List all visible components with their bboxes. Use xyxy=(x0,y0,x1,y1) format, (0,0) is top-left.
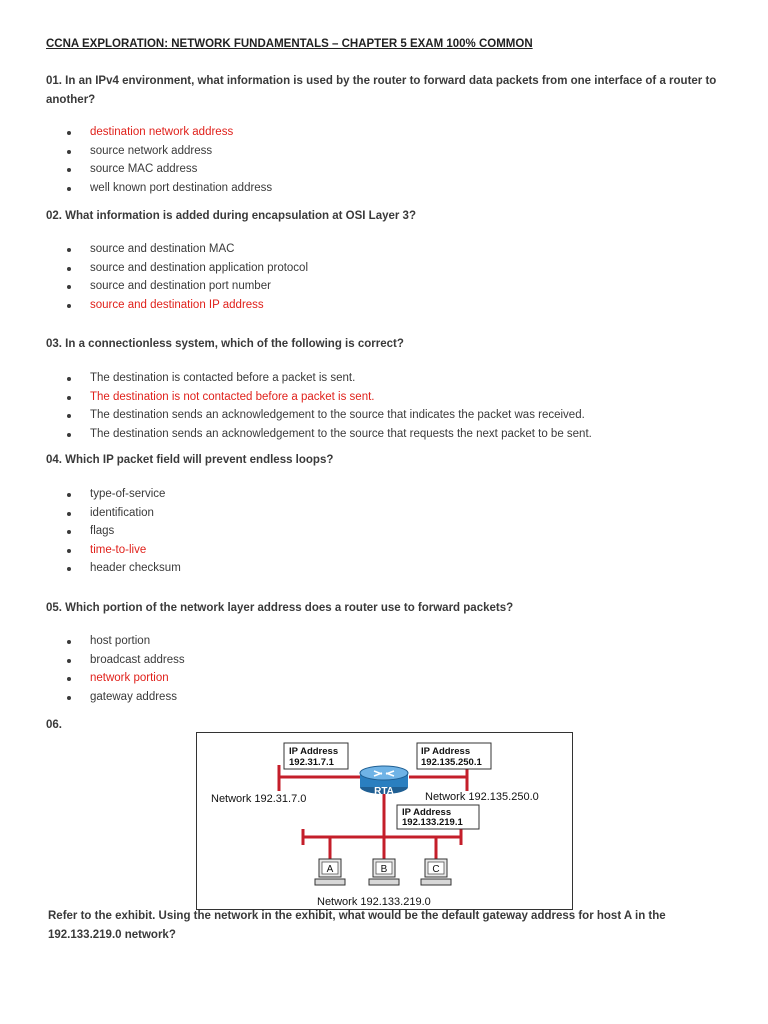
question-1: 01. In an IPv4 environment, what information is used by the router to forward data packets from one interface of a router to another? xyxy=(46,75,717,106)
question-4: 04. Which IP packet field will prevent endless loops? xyxy=(46,454,334,466)
option: header checksum xyxy=(0,559,181,578)
host-c-label: C xyxy=(432,864,440,875)
network-bottom-label: Network 192.133.219.0 xyxy=(317,896,431,908)
option-correct: destination network address xyxy=(0,123,272,142)
question-1-options xyxy=(0,123,272,197)
host-a-label: A xyxy=(326,864,334,875)
ip-box-bottom-line1: IP Address xyxy=(402,807,452,818)
network-diagram xyxy=(197,733,572,909)
question-5-options xyxy=(0,632,185,706)
option: flags xyxy=(0,522,181,541)
network-right-label: Network 192.135.250.0 xyxy=(425,791,539,803)
ip-box-left-line2: 192.31.7.1 xyxy=(289,757,334,768)
option: gateway address xyxy=(0,688,185,707)
option-correct: source and destination IP address xyxy=(0,296,308,315)
question-2-options xyxy=(0,240,308,314)
host-b-label: B xyxy=(380,864,388,875)
option: well known port destination address xyxy=(0,179,272,198)
ip-box-left-line1: IP Address xyxy=(289,746,339,757)
option: source network address xyxy=(0,142,272,161)
question-6-number: 06. xyxy=(46,719,62,731)
question-6: Refer to the exhibit. Using the network in the exhibit, what would be the default gateway address for host A in the 192.133.219.0 network? xyxy=(48,910,666,941)
option: identification xyxy=(0,504,181,523)
network-exhibit xyxy=(196,732,573,910)
router-label: RTA xyxy=(374,786,394,797)
ip-box-right-line1: IP Address xyxy=(421,746,471,757)
option: source and destination application protocol xyxy=(0,259,308,278)
option-correct: network portion xyxy=(0,669,185,688)
question-4-options xyxy=(0,485,181,578)
question-5: 05. Which portion of the network layer address does a router use to forward packets? xyxy=(46,602,514,614)
option: source and destination port number xyxy=(0,277,308,296)
ip-box-bottom-line2: 192.133.219.1 xyxy=(402,817,463,828)
option: The destination is contacted before a packet is sent. xyxy=(0,369,592,388)
option-correct: The destination is not contacted before a packet is sent. xyxy=(0,388,592,407)
option: type-of-service xyxy=(0,485,181,504)
option-correct: time-to-live xyxy=(0,541,181,560)
question-3-options xyxy=(0,369,592,443)
network-left-label: Network 192.31.7.0 xyxy=(211,793,307,805)
question-3: 03. In a connectionless system, which of the following is correct? xyxy=(46,338,404,350)
option: The destination sends an acknowledgement to the source that requests the next packet to be sent. xyxy=(0,425,592,444)
option: source and destination MAC xyxy=(0,240,308,259)
ip-box-right-line2: 192.135.250.1 xyxy=(421,757,482,768)
option: broadcast address xyxy=(0,651,185,670)
question-2: 02. What information is added during encapsulation at OSI Layer 3? xyxy=(46,210,416,222)
option: source MAC address xyxy=(0,160,272,179)
option: host portion xyxy=(0,632,185,651)
document-title: CCNA EXPLORATION: NETWORK FUNDAMENTALS – CHAPTER 5 EXAM 100% COMMON xyxy=(46,38,533,50)
option: The destination sends an acknowledgement to the source that indicates the packet was received. xyxy=(0,406,592,425)
